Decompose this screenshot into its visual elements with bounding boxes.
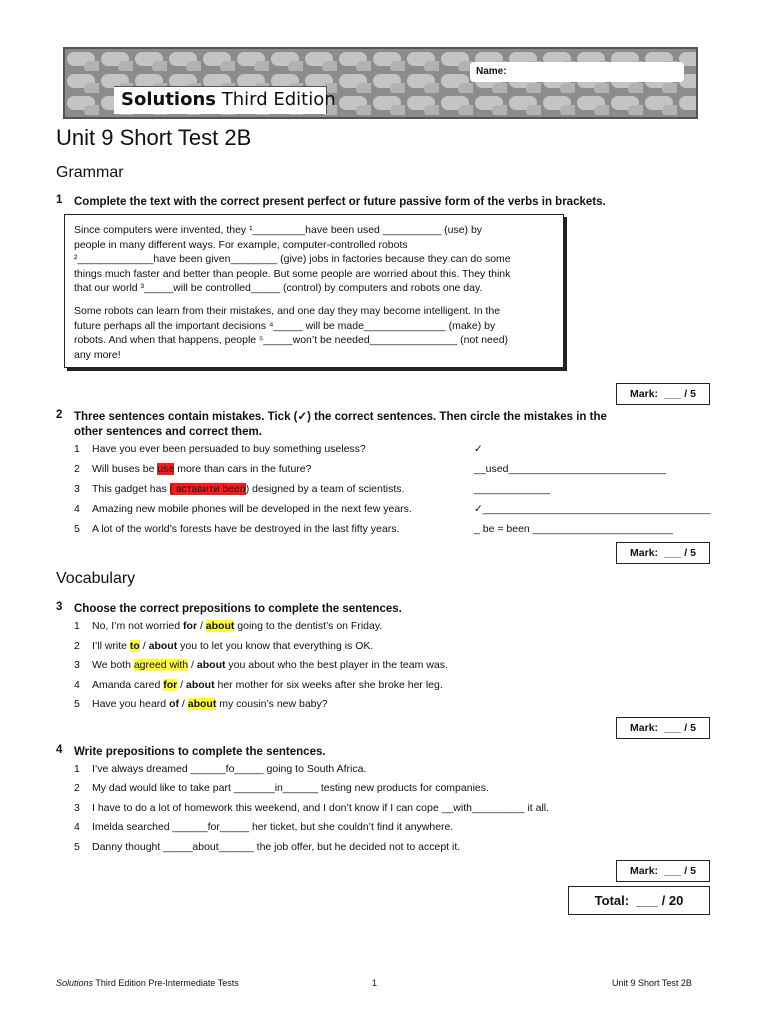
item-number: 5 bbox=[74, 841, 80, 853]
item-answer: __used___________________________ bbox=[474, 463, 667, 475]
ex2-item bbox=[0, 501, 768, 521]
ex1-mark-box: Mark: ___ / 5 bbox=[616, 383, 710, 405]
item-text: I’ll write to / about you to let you know that everything is OK. bbox=[92, 640, 374, 652]
item-number: 4 bbox=[74, 503, 80, 515]
ex1-line: robots. And when that happens, people ⁵_____won’t be needed_______________ (not need) bbox=[74, 334, 509, 346]
ex2-item bbox=[0, 521, 768, 541]
item-text: I have to do a lot of homework this weekend, and I don’t know if I can cope __with_________ it all. bbox=[92, 802, 550, 814]
item-answer: _____________ bbox=[474, 483, 550, 495]
ex1-paragraph-2 bbox=[74, 304, 560, 362]
answer-highlight: about bbox=[205, 620, 235, 632]
ex1-line: future perhaps all the important decisions ⁴_____ will be made______________ (make) by bbox=[74, 319, 496, 332]
ex4-mark-box: Mark: ___ / 5 bbox=[616, 860, 710, 882]
item-text: A lot of the world’s forests have be destroyed in the last fifty years. bbox=[92, 523, 400, 535]
total-score-box: Total: ___ / 20 bbox=[568, 886, 710, 915]
ex1-line: that our world ³_____will be controlled_____ (control) by computers and robots one day. bbox=[74, 282, 483, 294]
ex1-line: Some robots can learn from their mistakes, and one day they may become intelligent. In the bbox=[74, 305, 501, 317]
ex3-mark-box: Mark: ___ / 5 bbox=[616, 717, 710, 739]
item-number: 3 bbox=[74, 659, 80, 671]
item-number: 1 bbox=[74, 443, 80, 455]
item-number: 1 bbox=[74, 763, 80, 775]
ex2-mark-box: Mark: ___ / 5 bbox=[616, 542, 710, 564]
brand-logo: Solutions Third Edition bbox=[121, 89, 336, 110]
item-number: 1 bbox=[74, 620, 80, 632]
item-number: 4 bbox=[74, 821, 80, 833]
item-text: This gadget has ( вставити been) designed by a team of scientists. bbox=[92, 483, 405, 495]
answer-highlight: to bbox=[129, 640, 140, 652]
item-answer: ✓ bbox=[474, 443, 483, 455]
item-number: 3 bbox=[74, 802, 80, 814]
grammar-heading: Grammar bbox=[56, 164, 124, 181]
footer-source: Solutions Third Edition Pre-Intermediate Tests bbox=[56, 978, 239, 988]
ex2-instruction-line-1: Three sentences contain mistakes. Tick (✓) the correct sentences. Then circle the mistakes in the bbox=[74, 411, 607, 423]
item-number: 3 bbox=[74, 483, 80, 495]
answer-highlight: agreed with bbox=[133, 659, 189, 671]
item-text: Amazing new mobile phones will be developed in the next few years. bbox=[92, 503, 412, 515]
item-text: Amanda cared for / about her mother for six weeks after she broke her leg. bbox=[92, 679, 443, 691]
answer-highlight: for bbox=[163, 679, 178, 691]
ex1-line: any more! bbox=[74, 348, 121, 361]
page-title: Unit 9 Short Test 2B bbox=[56, 125, 252, 150]
ex1-instruction: Complete the text with the correct present perfect or future passive form of the verbs in brackets. bbox=[74, 196, 606, 208]
item-number: 2 bbox=[74, 463, 80, 475]
item-number: 5 bbox=[74, 698, 80, 710]
mistake-highlight: use bbox=[157, 463, 175, 475]
item-text: We both agreed with / about you about who the best player in the team was. bbox=[92, 659, 448, 671]
ex2-item bbox=[0, 481, 768, 501]
ex2-item bbox=[0, 441, 768, 461]
ex3-number: 3 bbox=[56, 601, 63, 613]
item-text: My dad would like to take part _______in______ testing new products for companies. bbox=[92, 782, 489, 794]
item-text: No, I’m not worried for / about going to the dentist’s on Friday. bbox=[92, 620, 383, 632]
footer-page-number: 1 bbox=[372, 978, 378, 988]
item-number: 2 bbox=[74, 640, 80, 652]
ex1-line: things much faster and better than people. But some people are worried about this. They think bbox=[74, 267, 511, 280]
item-number: 4 bbox=[74, 679, 80, 691]
vocabulary-heading: Vocabulary bbox=[56, 570, 136, 587]
item-text: I’ve always dreamed ______fo_____ going to South Africa. bbox=[92, 763, 367, 775]
ex2-number: 2 bbox=[56, 409, 63, 421]
item-number: 2 bbox=[74, 782, 80, 794]
item-text: Will buses be use more than cars in the future? bbox=[92, 463, 312, 475]
ex1-line: Since computers were invented, they ¹_________have been used __________ (use) by bbox=[74, 224, 483, 236]
mistake-highlight: ( вставити been bbox=[169, 483, 246, 495]
ex3-instruction: Choose the correct prepositions to complete the sentences. bbox=[74, 603, 402, 615]
ex1-paragraph-1 bbox=[74, 223, 560, 296]
item-text: Imelda searched ______for_____ her ticket, but she couldn’t find it anywhere. bbox=[92, 821, 454, 833]
ex2-item bbox=[0, 461, 768, 481]
item-answer: ✓_______________________________________ bbox=[474, 503, 711, 515]
item-text: Have you ever been persuaded to buy something useless? bbox=[92, 443, 366, 455]
item-answer: _ be = been ________________________ bbox=[474, 523, 673, 535]
footer-test-name: Unit 9 Short Test 2B bbox=[612, 978, 692, 988]
ex1-number: 1 bbox=[56, 194, 63, 206]
answer-highlight: about bbox=[187, 698, 217, 710]
ex1-line: people in many different ways. For example, computer-controlled robots bbox=[74, 238, 408, 251]
name-label: Name: bbox=[476, 66, 507, 77]
ex4-instruction: Write prepositions to complete the sentences. bbox=[74, 746, 326, 758]
ex1-line: ²_____________have been given________ (give) jobs in factories because they can do some bbox=[74, 253, 511, 265]
item-text: Danny thought _____about______ the job offer, but he decided not to accept it. bbox=[92, 841, 461, 853]
item-number: 5 bbox=[74, 523, 80, 535]
item-text: Have you heard of / about my cousin’s new baby? bbox=[92, 698, 328, 710]
ex2-instruction-line-2: other sentences and correct them. bbox=[74, 426, 262, 438]
ex4-number: 4 bbox=[56, 744, 63, 756]
